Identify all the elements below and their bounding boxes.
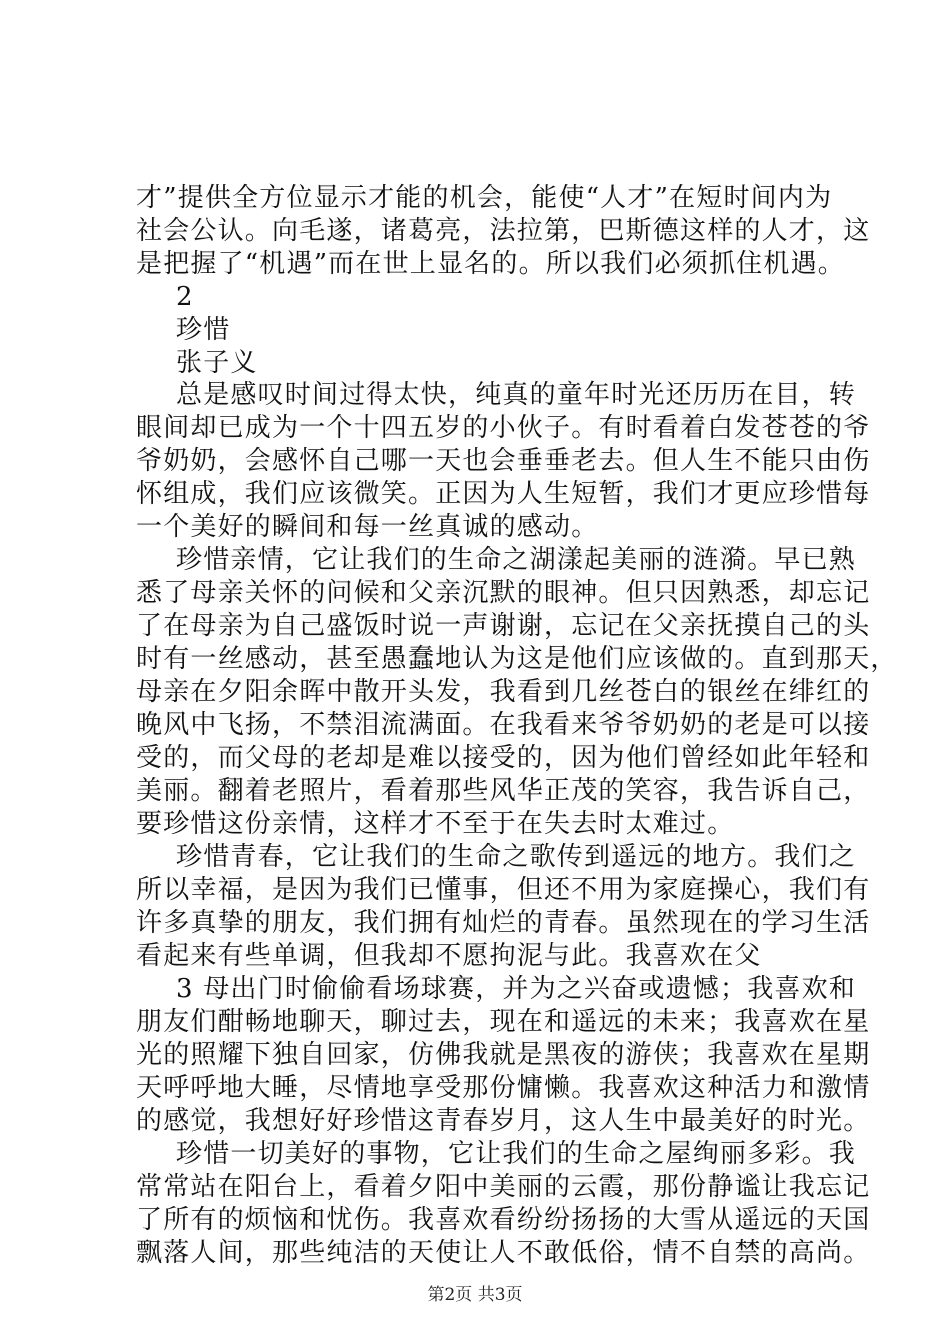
text-line: 美丽。翻着老照片，看着那些风华正茂的笑容，我告诉自己， [136, 776, 871, 806]
page-footer: 第2页 共3页 [427, 1285, 523, 1305]
text-line: 光的照耀下独自回家，仿佛我就是黑夜的游侠；我喜欢在星期 [136, 1040, 871, 1070]
text-line: 珍惜一切美好的事物，它让我们的生命之屋绚丽多彩。我 [176, 1139, 857, 1169]
text-line: 母亲在夕阳余晖中散开头发，我看到几丝苍白的银丝在绯红的 [136, 677, 871, 707]
text-line: 珍惜青春，它让我们的生命之歌传到遥远的地方。我们之 [176, 842, 857, 872]
section-number: 2 [176, 282, 194, 312]
text-line: 悉了母亲关怀的问候和父亲沉默的眼神。但只因熟悉，却忘记 [136, 578, 871, 608]
essay-title: 珍惜 [176, 315, 231, 345]
text-line: 飘落人间，那些纯洁的天使让人不敢低俗，情不自禁的高尚。 [136, 1238, 871, 1268]
text-line: 了所有的烦恼和忧伤。我喜欢看纷纷扬扬的大雪从遥远的天国 [136, 1205, 871, 1235]
text-line: 时有一丝感动，甚至愚蠢地认为这是他们应该做的。直到那天， [136, 644, 898, 674]
text-line: 3 母出门时偷偷看场球赛，并为之兴奋或遗憾；我喜欢和 [176, 974, 857, 1004]
text-line: 常常站在阳台上，看着夕阳中美丽的云霞，那份静谧让我忘记 [136, 1172, 871, 1202]
text-line: 看起来有些单调，但我却不愿拘泥与此。我喜欢在父 [136, 941, 762, 971]
text-line: 总是感叹时间过得太快，纯真的童年时光还历历在目，转 [176, 380, 857, 410]
text-line: 晚风中飞扬，不禁泪流满面。在我看来爷爷奶奶的老是可以接 [136, 710, 871, 740]
text-line: 天呼呼地大睡，尽情地享受那份慵懒。我喜欢这种活力和激情 [136, 1073, 871, 1103]
text-line: 要珍惜这份亲情，这样才不至于在失去时太难过。 [136, 809, 735, 839]
text-line: 社会公认。向毛遂，诸葛亮，法拉第，巴斯德这样的人才，这 [136, 216, 871, 246]
text-line: 怀组成，我们应该微笑。正因为人生短暂，我们才更应珍惜每 [136, 479, 871, 509]
essay-author: 张子义 [176, 348, 258, 378]
text-line: 了在母亲为自己盛饭时说一声谢谢，忘记在父亲抚摸自己的头 [136, 611, 871, 641]
text-line: 眼间却已成为一个十四五岁的小伙子。有时看着白发苍苍的爷 [136, 413, 871, 443]
text-line: 受的，而父母的老却是难以接受的，因为他们曾经如此年轻和 [136, 743, 871, 773]
text-line: 一个美好的瞬间和每一丝真诚的感动。 [136, 512, 599, 542]
text-line: 朋友们酣畅地聊天，聊过去，现在和遥远的未来；我喜欢在星 [136, 1007, 871, 1037]
text-line: 是把握了“机遇”而在世上显名的。所以我们必须抓住机遇。 [136, 249, 845, 279]
text-line: 许多真挚的朋友，我们拥有灿烂的青春。虽然现在的学习生活 [136, 908, 871, 938]
text-line: 的感觉，我想好好珍惜这青春岁月，这人生中最美好的时光。 [136, 1106, 871, 1136]
text-line: 珍惜亲情，它让我们的生命之湖漾起美丽的涟漪。早已熟 [176, 545, 857, 575]
text-line: 才”提供全方位显示才能的机会，能使“人才”在短时间内为 [136, 183, 833, 213]
text-line: 所以幸福，是因为我们已懂事，但还不用为家庭操心，我们有 [136, 875, 871, 905]
text-line: 爷奶奶，会感怀自己哪一天也会垂垂老去。但人生不能只由伤 [136, 446, 871, 476]
